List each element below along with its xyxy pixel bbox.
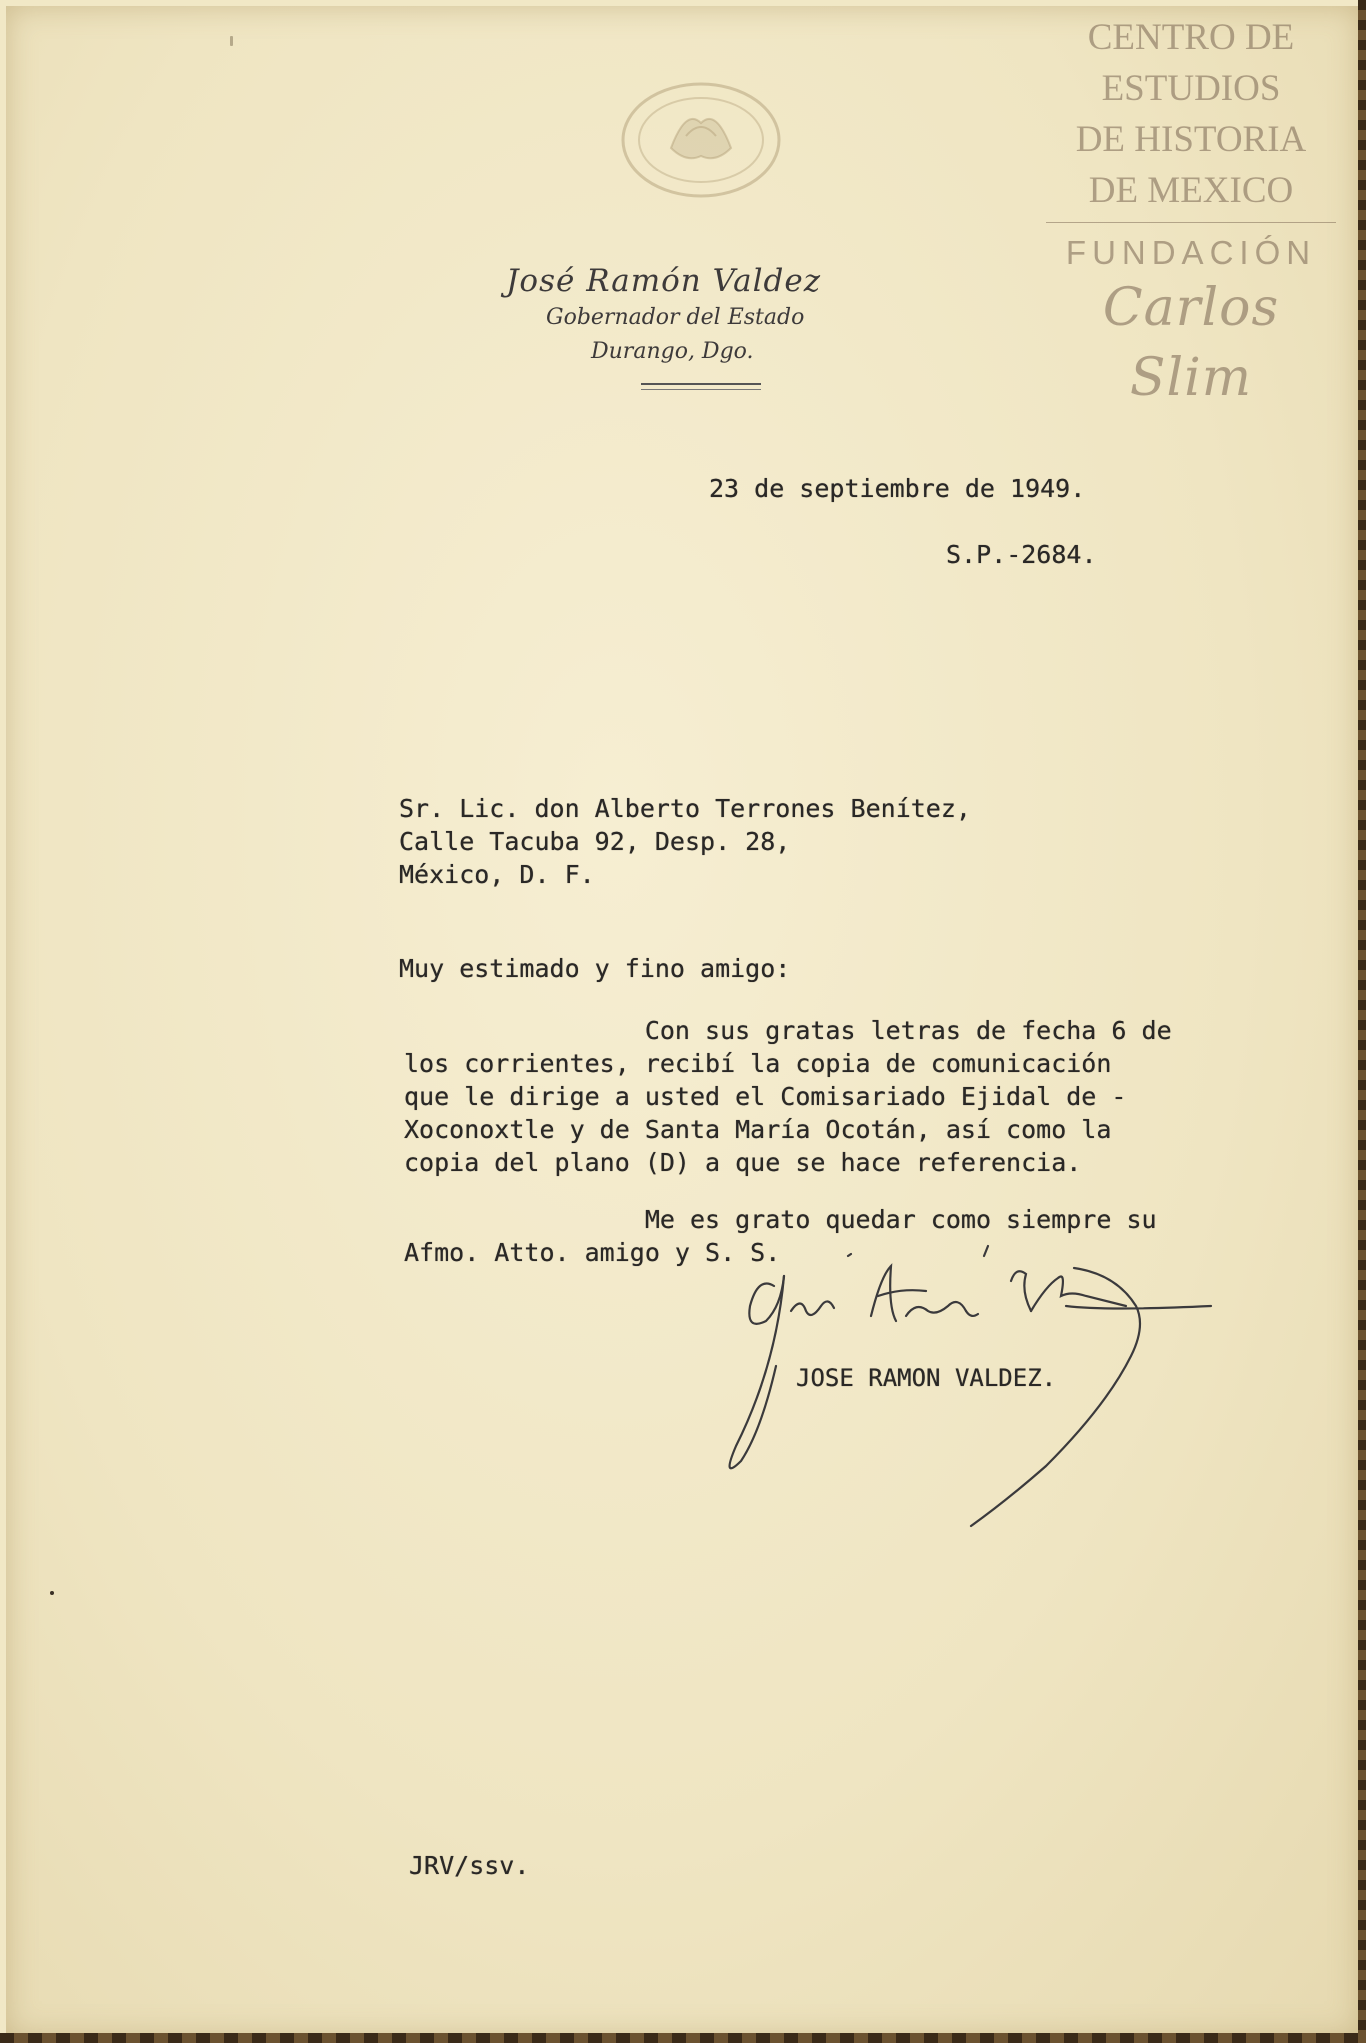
letterhead-rule bbox=[641, 389, 761, 390]
letter-body bbox=[404, 1014, 1172, 1179]
watermark-signature: Carlos Slim bbox=[1102, 278, 1280, 408]
address-line: Sr. Lic. don Alberto Terrones Benítez, bbox=[399, 794, 971, 823]
letter-date: 23 de septiembre de 1949. bbox=[709, 474, 1086, 503]
watermark-fundacion: FUNDACIÓN bbox=[1065, 234, 1317, 271]
watermark-divider bbox=[1046, 222, 1336, 223]
closing-line: Me es grato quedar como siempre su bbox=[404, 1205, 1157, 1234]
watermark-line: DE HISTORIA bbox=[1075, 119, 1307, 160]
watermark-line: CENTRO DE bbox=[1087, 17, 1295, 58]
paper-sheet bbox=[6, 6, 1360, 2037]
letterhead-title: Gobernador del Estado bbox=[546, 305, 805, 330]
body-line: Con sus gratas letras de fecha 6 de bbox=[404, 1016, 1172, 1045]
paper-mark bbox=[230, 36, 233, 46]
signatory-name: JOSE RAMON VALDEZ. bbox=[796, 1364, 1057, 1392]
archive-watermark bbox=[1046, 12, 1336, 413]
watermark-line: DE MEXICO bbox=[1088, 170, 1294, 211]
body-line: que le dirige a usted el Comisariado Ejidal de - bbox=[404, 1082, 1127, 1111]
body-line: copia del plano (D) a que se hace referencia. bbox=[404, 1148, 1082, 1177]
embossed-seal-icon bbox=[616, 78, 786, 198]
address-line: México, D. F. bbox=[399, 860, 595, 889]
recipient-address bbox=[399, 792, 971, 891]
closing-line: Afmo. Atto. amigo y S. S. bbox=[404, 1238, 781, 1267]
paper-edge bbox=[0, 2033, 1366, 2043]
letterhead bbox=[486, 261, 886, 390]
letterhead-name: José Ramón Valdez bbox=[506, 263, 822, 299]
watermark-line: ESTUDIOS bbox=[1101, 68, 1281, 109]
paper-spot bbox=[50, 1591, 54, 1595]
paper-edge bbox=[1358, 0, 1366, 2043]
letterhead-rule bbox=[641, 383, 761, 385]
address-line: Calle Tacuba 92, Desp. 28, bbox=[399, 827, 791, 856]
reference-number: S.P.-2684. bbox=[946, 540, 1097, 569]
body-line: los corrientes, recibí la copia de comunicación bbox=[404, 1049, 1112, 1078]
reference-initials: JRV/ssv. bbox=[409, 1851, 530, 1880]
salutation: Muy estimado y fino amigo: bbox=[399, 954, 791, 983]
letterhead-place: Durango, Dgo. bbox=[591, 339, 754, 364]
body-line: Xoconoxtle y de Santa María Ocotán, así como la bbox=[404, 1115, 1112, 1144]
